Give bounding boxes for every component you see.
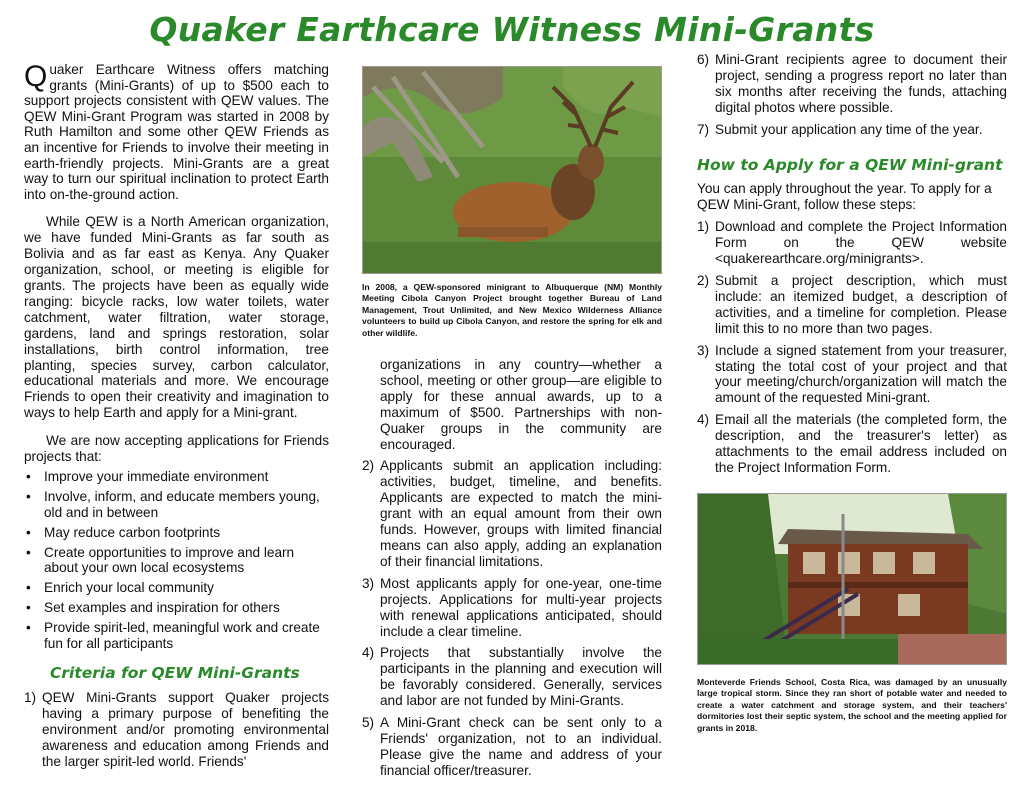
item-number: 6) xyxy=(697,52,710,67)
scope-paragraph: While QEW is a North American organization, we have funded Mini-Grants as far south as Bolivia and as far east as Kenya. Any Quaker organization, school, or meeting is eligible for grants. The projects have been as equally wide ranging: bicycle racks, low water toilets, water catchment, water filtration, water storage, gardens, land and springs restoration, solar installations, birth control information, tree planting, species survey, carbon calculator, educational materials and more. We encourage Friends to open their creativity and imagination to ways to help Earth and apply for a Mini-grant. xyxy=(24,214,329,421)
criteria-item xyxy=(362,715,662,779)
item-text: Applicants submit an application including: activities, budget, timeline, and benefits. Applicants are expected to match the mini-grant with an equal amount from their own funds. However, groups with limited financial means can also apply, adding an explanation of their financial limitations. xyxy=(380,458,662,569)
item-text: Most applicants apply for one-year, one-time projects. Applications for multi-year projects with renewal applications anticipated, should include a clear timeline. xyxy=(380,575,662,639)
item-text: Email all the materials (the completed form, the description, and the treasurer's letter) as attachments to the email address included on the Project Information Form. xyxy=(715,412,1007,475)
criteria-item xyxy=(362,645,662,709)
step-item xyxy=(697,219,1007,267)
item-text: QEW Mini-Grants support Quaker projects having a primary purpose of benefiting the environment and/or promoting environmental awareness and education among Friends and the larger spirit-led world. Friends' xyxy=(42,689,329,769)
criteria-item xyxy=(362,576,662,640)
school-photo-caption: Monteverde Friends School, Costa Rica, was damaged by an unusually large tropical storm. Since they ran short of potable water and needed to create a water catchment and storage system, and their teachers' dormitories lost their septic system, the school and the meeting applied for grants in 2018. xyxy=(697,677,1007,733)
elk-photo xyxy=(362,66,662,274)
criteria-item xyxy=(697,122,1007,138)
criteria-item xyxy=(697,52,1007,116)
list-item: • Involve, inform, and educate members young, old and in between xyxy=(24,489,329,521)
item-number: 1) xyxy=(24,689,37,705)
list-item: • Improve your immediate environment xyxy=(24,469,329,485)
item-text: organizations in any country—whether a school, meeting or other group—are eligible to apply for these annual awards, up to a maximum of $500. Partnerships with non-Quaker groups in the community are encouraged. xyxy=(380,357,662,452)
item-number: 7) xyxy=(697,121,710,137)
list-item: • Set examples and inspiration for others xyxy=(24,600,329,616)
item-number: 3) xyxy=(362,575,375,591)
criteria-item xyxy=(362,357,662,452)
item-text: Download and complete the Project Information Form on the QEW website <quakerearthcare.org/minigrants>. xyxy=(715,219,1007,267)
list-item: • May reduce carbon footprints xyxy=(24,525,329,541)
school-photo xyxy=(697,493,1007,665)
item-text: Projects that substantially involve the participants in the planning and execution will be favorably considered. Generally, services and labor are not funded by Mini-Grants. xyxy=(380,645,662,709)
list-item: • Provide spirit-led, meaningful work and create fun for all participants xyxy=(24,620,329,652)
step-item xyxy=(697,412,1007,476)
intro-paragraph xyxy=(24,62,329,202)
elk-photo-caption: In 2008, a QEW-sponsored minigrant to Albuquerque (NM) Monthly Meeting Cibola Canyon Project brought together Bureau of Land Management, Trout Unlimited, and New Mexico Wilderness Alliance volunteers to build up Cibola Canyon, and restore the spring for elk and other wildlife. xyxy=(362,282,662,338)
item-number: 4) xyxy=(362,645,375,661)
step-item xyxy=(697,273,1007,337)
criteria-list-part3 xyxy=(697,52,1007,138)
list-item: • Enrich your local community xyxy=(24,580,329,596)
column-middle xyxy=(362,66,662,779)
school-image xyxy=(698,494,1007,665)
list-item: • Create opportunities to improve and learn about your own local ecosystems xyxy=(24,545,329,577)
step-item xyxy=(697,343,1007,407)
item-number: 2) xyxy=(697,272,710,288)
criteria-list-part1 xyxy=(24,690,329,770)
criteria-heading: Criteria for QEW Mini-Grants xyxy=(50,664,300,682)
item-text: Mini-Grant recipients agree to document their project, sending a progress report no later than six months after receiving the funds, attaching digital photos where possible. xyxy=(715,52,1007,115)
elk-image xyxy=(363,67,662,274)
criteria-list-part2 xyxy=(362,357,662,779)
column-right xyxy=(697,52,1007,476)
how-to-steps xyxy=(697,219,1007,476)
item-number: 5) xyxy=(362,715,375,731)
item-number: 1) xyxy=(697,219,710,235)
item-number: 3) xyxy=(697,342,710,358)
item-number: 4) xyxy=(697,412,710,428)
criteria-item xyxy=(362,458,662,569)
accepting-paragraph: We are now accepting applications for Friends projects that: xyxy=(24,433,329,465)
project-bullet-list xyxy=(24,469,329,652)
item-text: Submit a project description, which must include: an itemized budget, a description of activities, and a timeline for completion. Please limit this to no more than two pages. xyxy=(715,272,1007,336)
criteria-item xyxy=(24,690,329,770)
item-text: Include a signed statement from your treasurer, stating the total cost of your project and that your meeting/church/organization will match the amount of the requested Mini-grant. xyxy=(715,342,1007,406)
how-to-heading: How to Apply for a QEW Mini-grant xyxy=(697,155,1003,174)
item-text: Submit your application any time of the year. xyxy=(715,121,983,137)
intro-text: uaker Earthcare Witness offers matching grants (Mini-Grants) of up to $500 each to support projects consistent with QEW values. The QEW Mini-Grant Program was started in 2008 by Ruth Hamilton and some other QEW Friends as an incentive for Friends to involve their meeting in earth-friendly projects. Mini-Grants are a great way to turn our spiritual inclination to protect Earth into on-the-ground action. xyxy=(24,62,329,202)
column-left xyxy=(24,62,329,769)
item-number: 2) xyxy=(362,458,375,474)
how-to-intro: You can apply throughout the year. To apply for a QEW Mini-Grant, follow these steps: xyxy=(697,181,992,213)
page-title: Quaker Earthcare Witness Mini-Grants xyxy=(149,10,875,49)
item-text: A Mini-Grant check can be sent only to a Friends' organization, not to an individual. Please give the name and address of your financial officer/treasurer. xyxy=(380,715,662,778)
drop-cap: Q xyxy=(24,60,48,93)
